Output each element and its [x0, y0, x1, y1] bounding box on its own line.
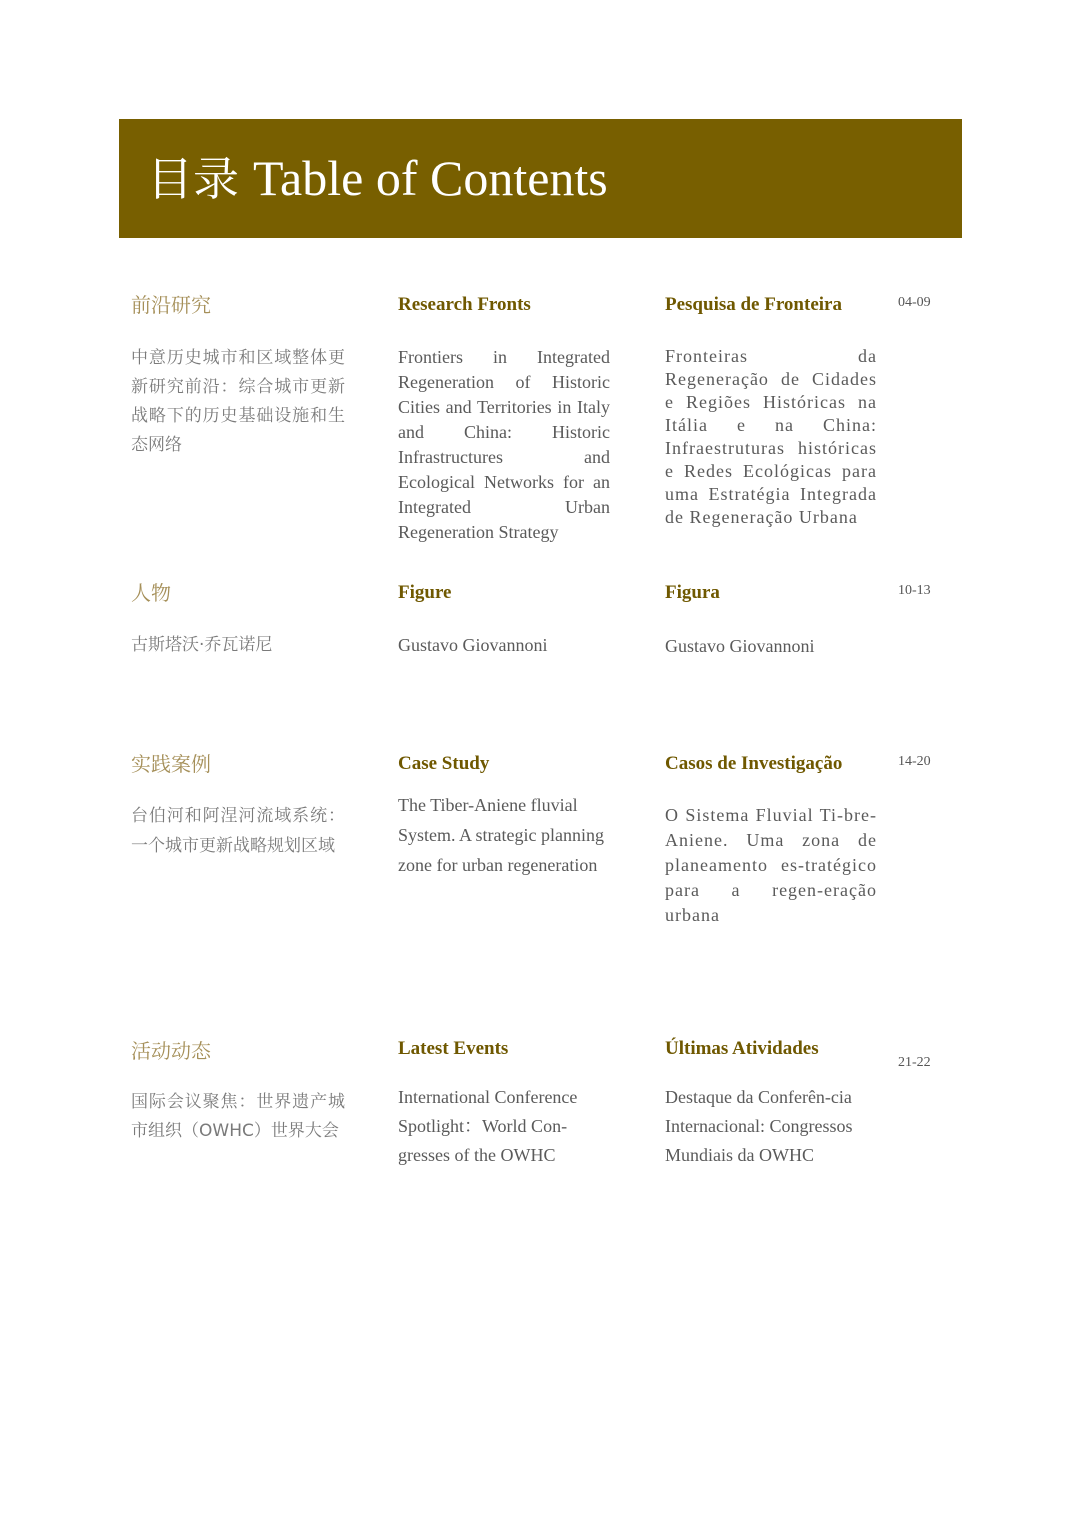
section-description-zh: 古斯塔沃·乔瓦诺尼 [131, 635, 273, 655]
section-heading-pt: Casos de Investigação [665, 753, 843, 774]
section-description-zh: 国际会议聚焦：世界遗产城市组织（OWHC）世界大会 [131, 1092, 345, 1141]
section-heading-zh: 人物 [131, 581, 171, 605]
section-heading-en: Latest Events [398, 1038, 509, 1059]
section-heading-pt: Últimas Atividades [665, 1038, 819, 1059]
section-heading-pt: Pesquisa de Fronteira [665, 294, 842, 315]
section-description-en: Frontiers in Integrated Regeneration of Historic Cities and Territories in Italy and China: Historic Infrastructures and Ecological Networks for an Integrated Urban Regeneration Strategy [398, 347, 610, 542]
section-description-zh: 台伯河和阿涅河流域系统：一个城市更新战略规划区域 [131, 806, 345, 856]
section-heading-en: Research Fronts [398, 294, 531, 315]
page-range: 10-13 [898, 583, 931, 598]
section-heading-en: Figure [398, 582, 452, 603]
page-range: 14-20 [898, 754, 931, 769]
page-range: 21-22 [898, 1055, 931, 1070]
section-description-pt: Fronteiras da Regeneração de Cidades e Regiões Históricas na Itália e na China: Infraestruturas históricas e Redes Ecológicas para uma Estratégia Integrada de Regeneração Urbana [665, 346, 877, 527]
section-description-en: The Tiber-Aniene fluvial System. A strategic planning zone for urban regeneration [398, 795, 604, 875]
section-heading-zh: 前沿研究 [131, 293, 211, 317]
section-heading-zh: 实践案例 [131, 752, 211, 776]
page-title-zh: 目录 [147, 152, 239, 206]
section-heading-pt: Figura [665, 582, 720, 603]
title-banner [119, 119, 962, 238]
page-title [147, 143, 608, 214]
section-description-pt: O Sistema Fluvial Ti-bre-Aniene. Uma zona de planeamento es-tratégico para a regen-eração urbana [665, 805, 877, 925]
section-description-pt: Destaque da Conferên-cia Internacional: Congressos Mundiais da OWHC [665, 1087, 853, 1165]
section-description-en: Gustavo Giovannoni [398, 635, 548, 655]
section-description-zh: 中意历史城市和区域整体更新研究前沿：综合城市更新战略下的历史基础设施和生态网络 [131, 348, 345, 455]
section-description-en: International Conference Spotlight：World Con-gresses of the OWHC [398, 1087, 578, 1165]
page-range: 04-09 [898, 295, 931, 310]
section-description-pt: Gustavo Giovannoni [665, 636, 815, 656]
page-title-en: Table of Contents [253, 150, 608, 206]
section-heading-en: Case Study [398, 753, 490, 774]
section-heading-zh: 活动动态 [131, 1039, 211, 1063]
